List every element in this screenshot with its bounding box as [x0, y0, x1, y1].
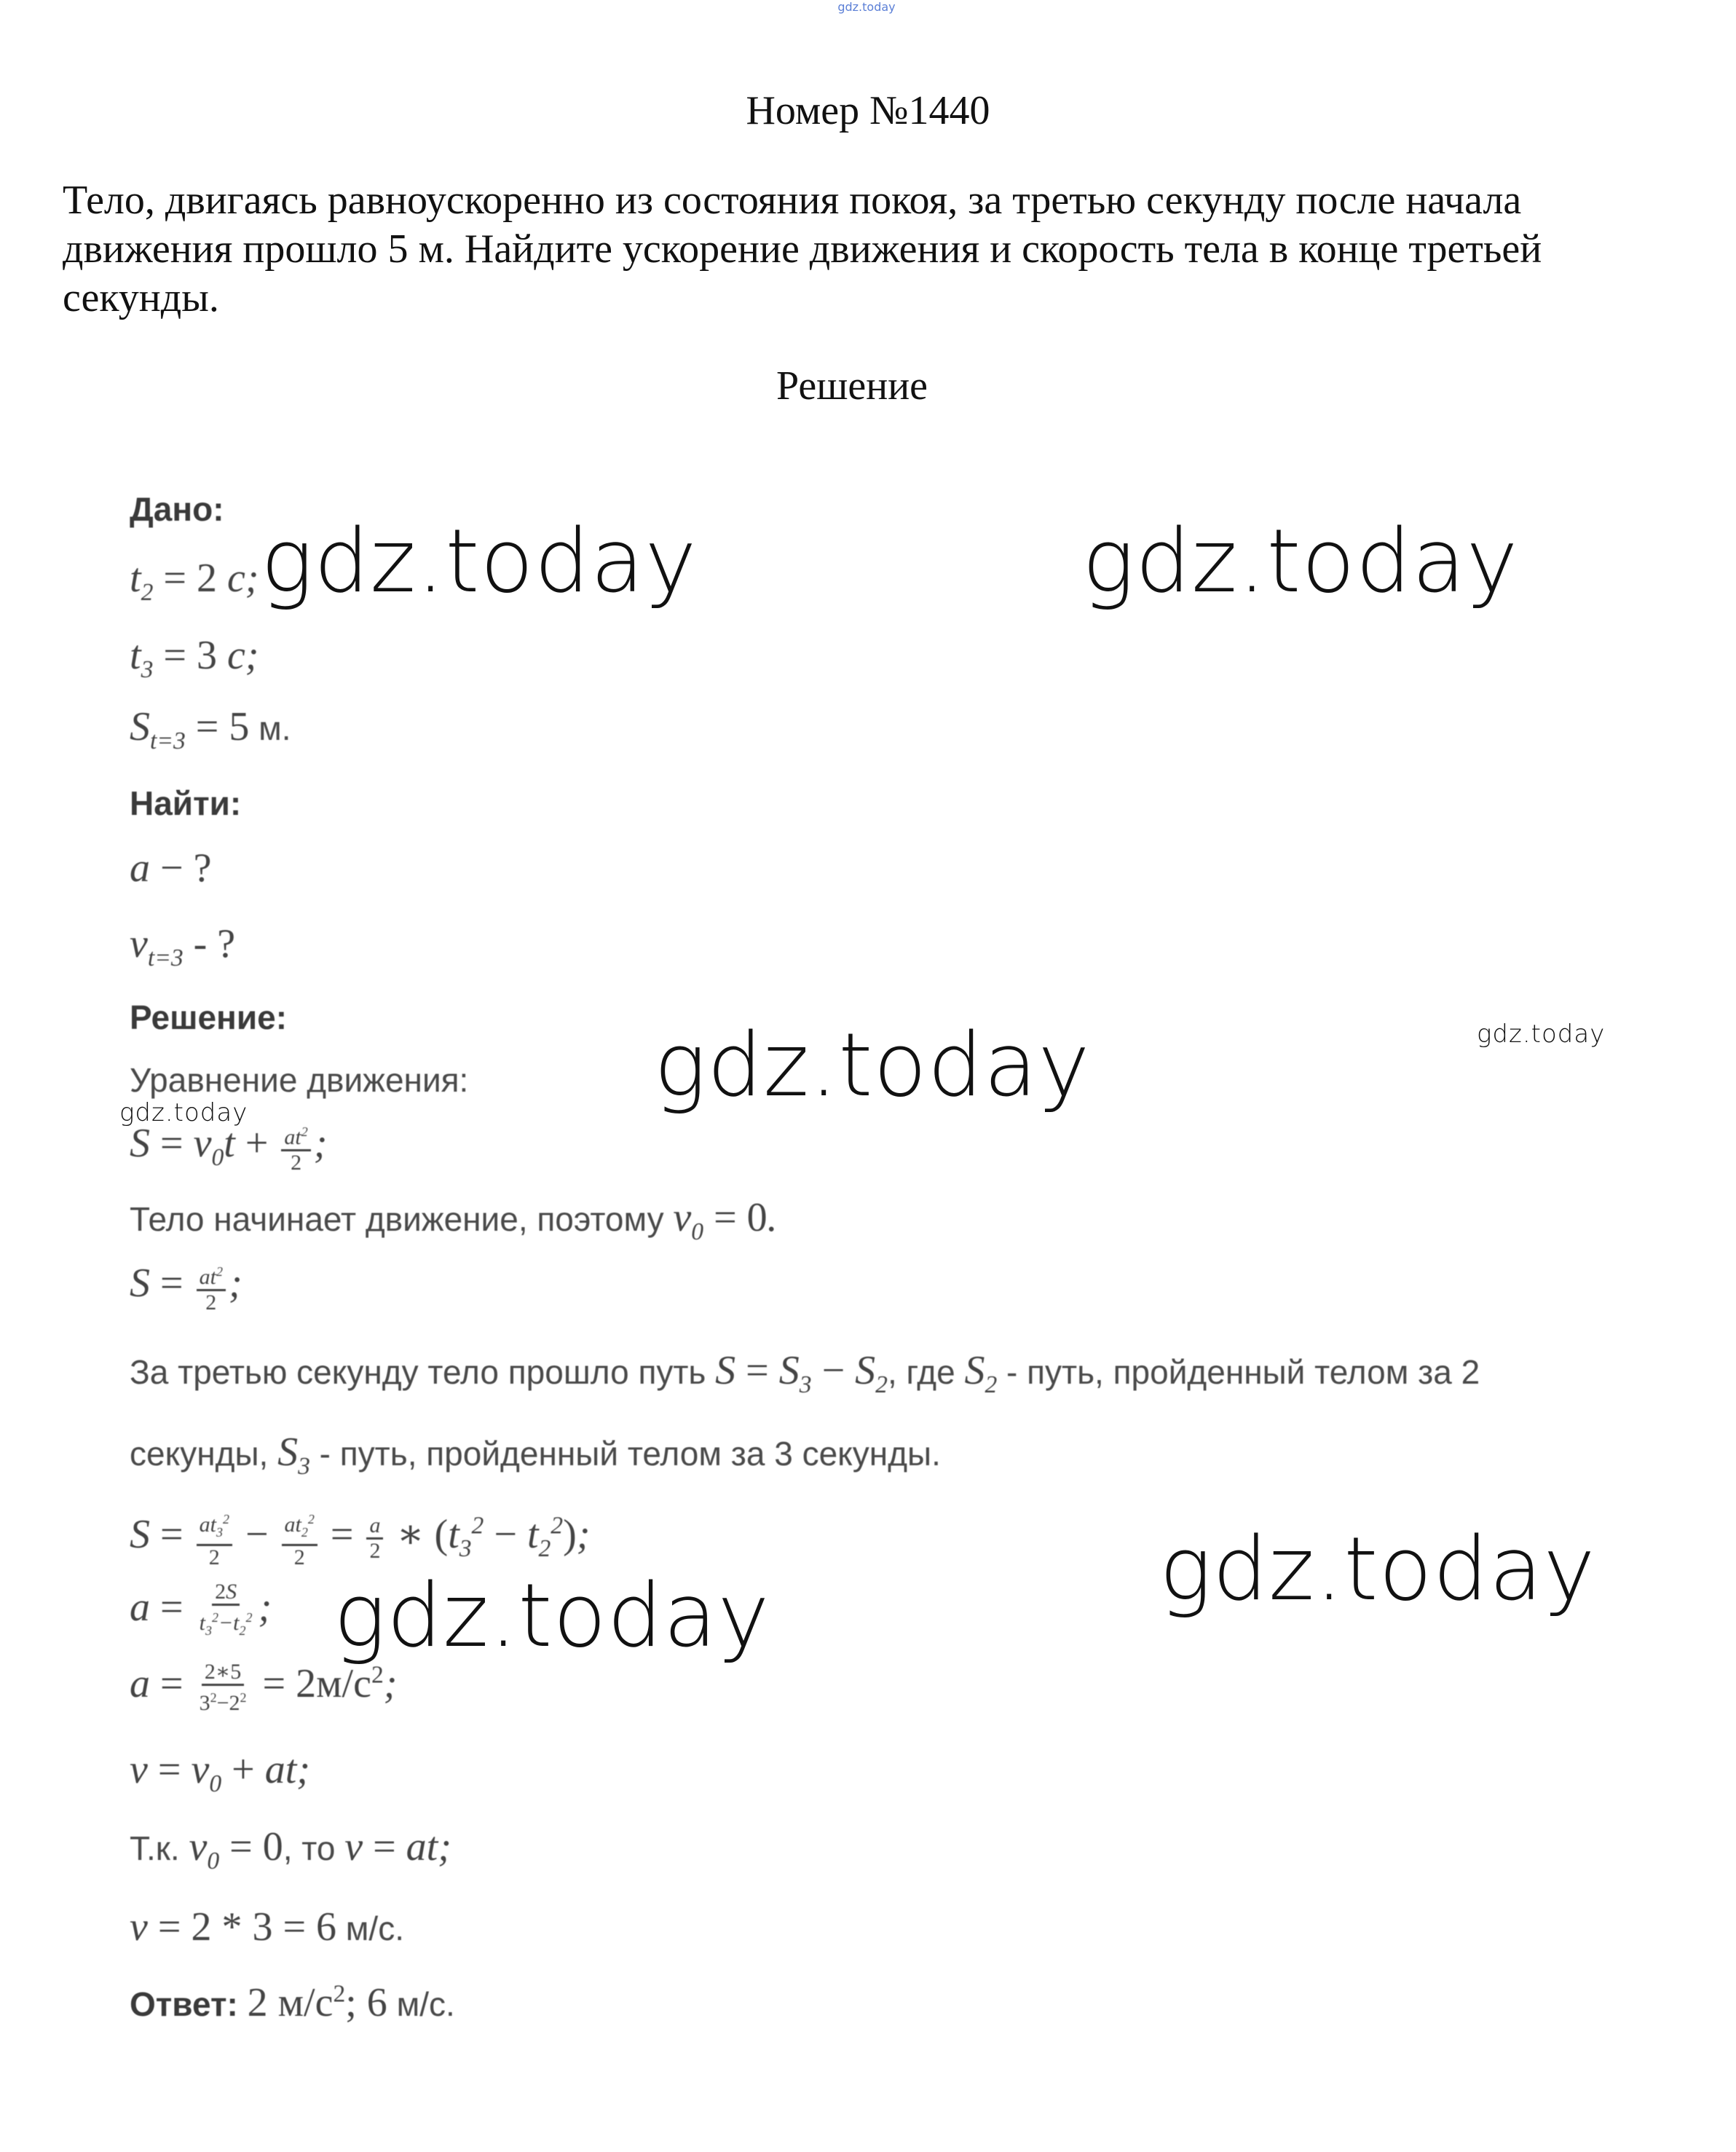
- answer: Ответ: 2 $м/с^2$; 6 м/с.: [130, 1980, 455, 2025]
- watermark-1: gdz.today: [261, 511, 698, 612]
- problem-statement: Тело, двигаясь равноускоренно из состояния покоя, за третью секунду после начала движения прошло 5 м. Найдите ускорение движения и скорость тела в конце третьей секунды.: [63, 178, 1542, 320]
- watermark-5: gdz.today: [119, 1098, 248, 1127]
- equation-difference: S = $\frac{at_3^2}{2}$ − $\frac{at_2^2}{2}$ = $\frac{a}{2}$ ∗ $(t_3^2 - t_2^2)$;: [130, 1507, 590, 1569]
- solution-label: Решение:: [130, 998, 288, 1036]
- watermark-4: gdz.today: [1477, 1020, 1606, 1049]
- find-a: a − ?: [130, 846, 212, 891]
- equation-a-formula: a = $\frac{2S}{t_3^2-t_2^2}$ ;: [130, 1580, 272, 1638]
- given-label: Дано:: [130, 490, 224, 528]
- equation-label: Уравнение движения:: [130, 1061, 469, 1099]
- header-watermark: gdz.today: [837, 0, 896, 14]
- third-second-text-cont: секунды, $S_3$ - путь, пройденный телом за 3 секунды.: [130, 1430, 941, 1481]
- equation-motion: $S = v_0t$ + $\frac{at^2}{2}$ ;: [130, 1121, 328, 1175]
- watermark-7: gdz.today: [334, 1566, 770, 1667]
- equation-v: $v = v_0$ + at;: [130, 1747, 310, 1798]
- starts-from-rest: Тело начинает движение, поэтому $v_0 = 0$.: [130, 1195, 778, 1246]
- solution-heading: Решение: [776, 363, 928, 409]
- equation-a-value: a = $\frac{2∗5}{3^2-2^2}$ = $2м/с^2$;: [130, 1660, 398, 1715]
- given-s: $S_{t=3} = 5$ м.: [130, 704, 291, 755]
- given-t3: $t_3 = 3$ с;: [130, 633, 259, 684]
- watermark-6: gdz.today: [1159, 1519, 1596, 1620]
- find-v: $v_{t=3}$ - ?: [130, 921, 236, 972]
- given-t2: $t_2 = 2$ с;: [130, 556, 259, 607]
- page-title: Номер №1440: [746, 88, 990, 133]
- find-label: Найти:: [130, 784, 242, 822]
- third-second-text: За третью секунду тело прошло путь $S = S_3 - S_2$, где $S_2$ - путь, пройденный телом за 2: [130, 1348, 1480, 1399]
- equation-v-value: v = 2 * 3 = 6 м/с.: [130, 1904, 404, 1950]
- equation-simplified: S = $\frac{at^2}{2}$ ;: [130, 1261, 242, 1315]
- watermark-2: gdz.today: [1082, 511, 1519, 612]
- watermark-3: gdz.today: [654, 1015, 1091, 1116]
- equation-v-simplified: Т.к. $v_0 = 0$, то v = at;: [130, 1824, 451, 1875]
